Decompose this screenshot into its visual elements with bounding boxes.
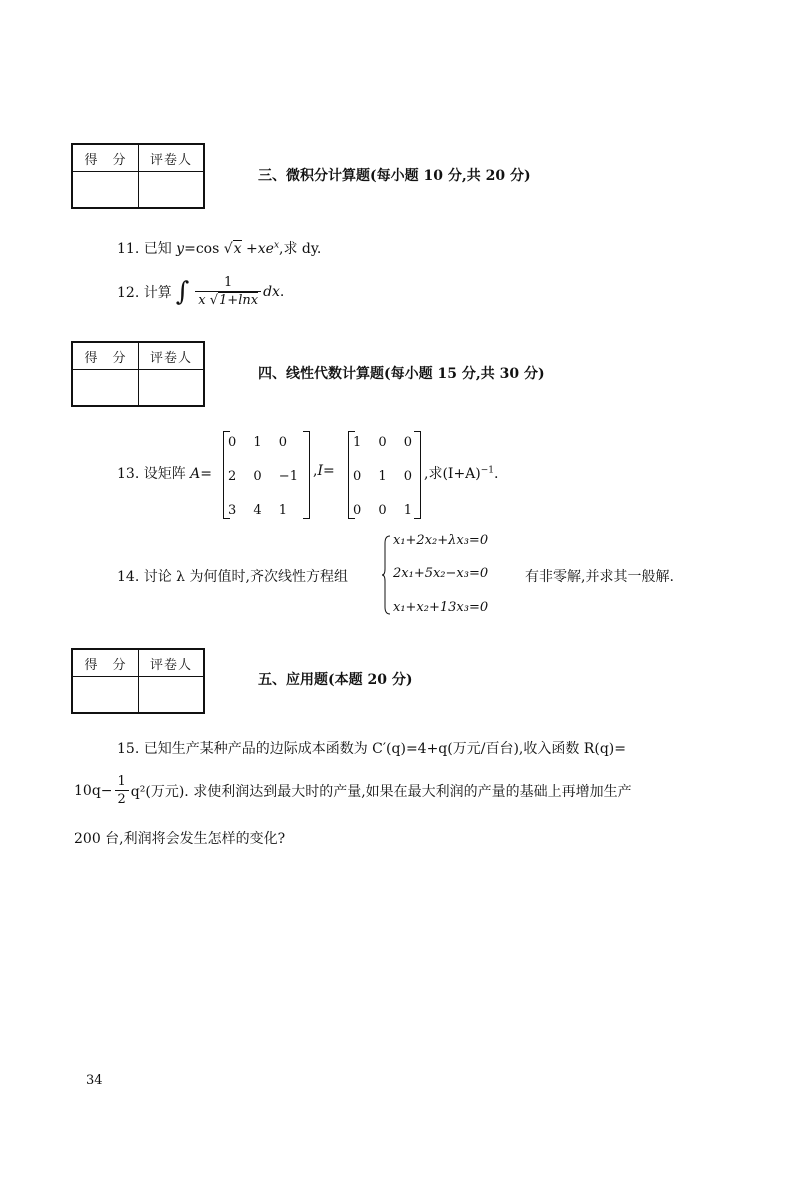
- score-label: 得 分: [73, 145, 139, 172]
- page-number: 34: [86, 1073, 103, 1088]
- score-cell[interactable]: [73, 172, 139, 207]
- matrix-i-right-bracket: [414, 431, 421, 519]
- matrix-i-row-3: 0 0 1: [353, 503, 413, 518]
- reviewer-cell[interactable]: [139, 677, 203, 712]
- score-label: 得 分: [73, 650, 139, 677]
- reviewer-cell[interactable]: [139, 172, 203, 207]
- matrix-a-right-bracket: [303, 431, 310, 519]
- score-box-section-4: [71, 341, 205, 407]
- reviewer-label: 评卷人: [139, 145, 203, 172]
- question-14-prefix: 14. 讨论 λ 为何值时,齐次线性方程组: [117, 569, 348, 585]
- section-5-title: 五、应用题(本题 20 分): [258, 672, 413, 688]
- matrix-a-row-2: 2 0 −1: [228, 469, 298, 484]
- half-fraction: $\frac{1}{2}$: [115, 774, 129, 808]
- matrix-i-row-1: 1 0 0: [353, 435, 413, 450]
- question-15-line-1: 15. 已知生产某种产品的边际成本函数为 C′(q)=4+q(万元/百台),收入函数 R(q)=: [117, 741, 626, 757]
- score-box-section-3: [71, 143, 205, 209]
- matrix-i-row-2: 0 1 0: [353, 469, 413, 484]
- equation-2: 2x₁+5x₂−x₃=0: [393, 566, 489, 581]
- matrix-a-row-3: 3 4 1: [228, 503, 288, 518]
- question-12: 12. 计算 ∫ $\frac{1}{x √1+\ln x}$ dx .: [117, 275, 285, 308]
- integrand-fraction: $\frac{1}{x √1+\ln x}$: [195, 275, 261, 309]
- question-15-line-3: 200 台,利润将会发生怎样的变化?: [74, 831, 286, 847]
- score-cell[interactable]: [73, 370, 139, 405]
- question-14-suffix: 有非零解,并求其一般解.: [525, 569, 674, 585]
- reviewer-label: 评卷人: [139, 650, 203, 677]
- equation-3: x₁+x₂+13x₃=0: [393, 600, 489, 615]
- reviewer-label: 评卷人: [139, 343, 203, 370]
- question-13-suffix: ,求$(I+A)^{-1}$.: [424, 465, 499, 482]
- score-cell[interactable]: [73, 677, 139, 712]
- question-15-line-2: 10q− $\frac{1}{2}$ q²(万元). 求使利润达到最大时的产量,如果在最大利润的产量的基础上再增加生产: [74, 774, 632, 807]
- equation-1: x₁+2x₂+λx₃=0: [393, 533, 489, 548]
- section-3-title: 三、微积分计算题(每小题 10 分,共 20 分): [258, 168, 531, 184]
- question-13-mid: ,I=: [313, 463, 335, 479]
- score-box-section-5: [71, 648, 205, 714]
- matrix-a-row-1: 0 1 0: [228, 435, 288, 450]
- question-13-prefix: 13. 设矩阵 A=: [117, 466, 213, 482]
- section-4-title: 四、线性代数计算题(每小题 15 分,共 30 分): [258, 366, 545, 382]
- system-brace: [381, 535, 391, 615]
- reviewer-cell[interactable]: [139, 370, 203, 405]
- question-11: 11. 已知 y=cos $√x +xe^x$,求 dy.: [117, 240, 322, 257]
- score-label: 得 分: [73, 343, 139, 370]
